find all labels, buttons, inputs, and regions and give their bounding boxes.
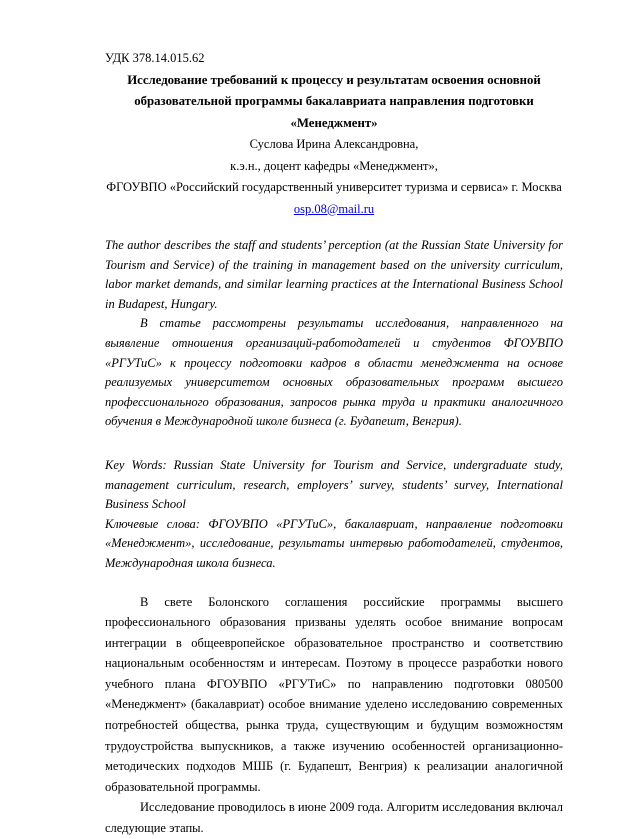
- article-title: Исследование требований к процессу и результатам освоения основной образовательной программы бакалавриата направления подготовки «Менеджмент»: [127, 72, 541, 130]
- keywords-english: Key Words: Russian State University for Tourism and Service, undergraduate study, management curriculum, research, employers’ survey, students’ survey, International Business School: [105, 457, 563, 512]
- author-email-link[interactable]: osp.08@mail.ru: [293, 201, 375, 216]
- keywords-russian: Ключевые слова: ФГОУВПО «РГУТиС», бакалавриат, направление подготовки «Менеджмент», исследование, результаты интервью работодателей, студентов, Международная школа бизнеса.: [105, 516, 563, 570]
- author-name: Суслова Ирина Александровна,: [249, 137, 419, 151]
- author-affiliation: ФГОУВПО «Российский государственный университет туризма и сервиса» г. Москва: [106, 180, 562, 194]
- udc-code: УДК 378.14.015.62: [105, 51, 205, 65]
- abstract-russian: В статье рассмотрены результаты исследования, направленного на выявление отношения организаций-работодателей и студентов ФГОУВПО «РГУТиС» к процессу подготовки кадров в области менеджмента на основе реализуемых университетом основных образовательных программ высшего профессионального образования, запросов рынка труда и практики аналогичного обучения в Международной школе бизнеса (г. Будапешт, Венгрия).: [105, 316, 563, 429]
- author-email-line: [105, 199, 563, 221]
- author-block: [105, 134, 563, 220]
- body-paragraph-1: В свете Болонского соглашения российские программы высшего профессионального образования призваны уделять особое внимание вопросам интеграции в общеевропейское образовательное пространство и соответствию национальным особенностям и интересам. Поэтому в процессе разработки нового учебного плана ФГОУВПО «РГУТиС» по направлению подготовки 080500 «Менеджмент» (бакалавриат) особое внимание уделено исследованию современных потребностей общества, рынка труда, существующим и будущим возможностям трудоустройства выпускников, а также изучению особенностей организационно-методических подходов МШБ (г. Будапешт, Венгрия) к реализации аналогичной образовательной программы.: [105, 594, 563, 794]
- body-paragraph-2: Исследование проводилось в июне 2009 года. Алгоритм исследования включал следующие этапы.: [105, 800, 563, 836]
- abstract-english: The author describes the staff and students’ perception (at the Russian State University for Tourism and Service) of the training in management based on the university curriculum, labor market demands, and similar learning practices at the International Business School in Budapest, Hungary.: [105, 238, 563, 311]
- author-position: к.э.н., доцент кафедры «Менеджмент»,: [230, 158, 438, 173]
